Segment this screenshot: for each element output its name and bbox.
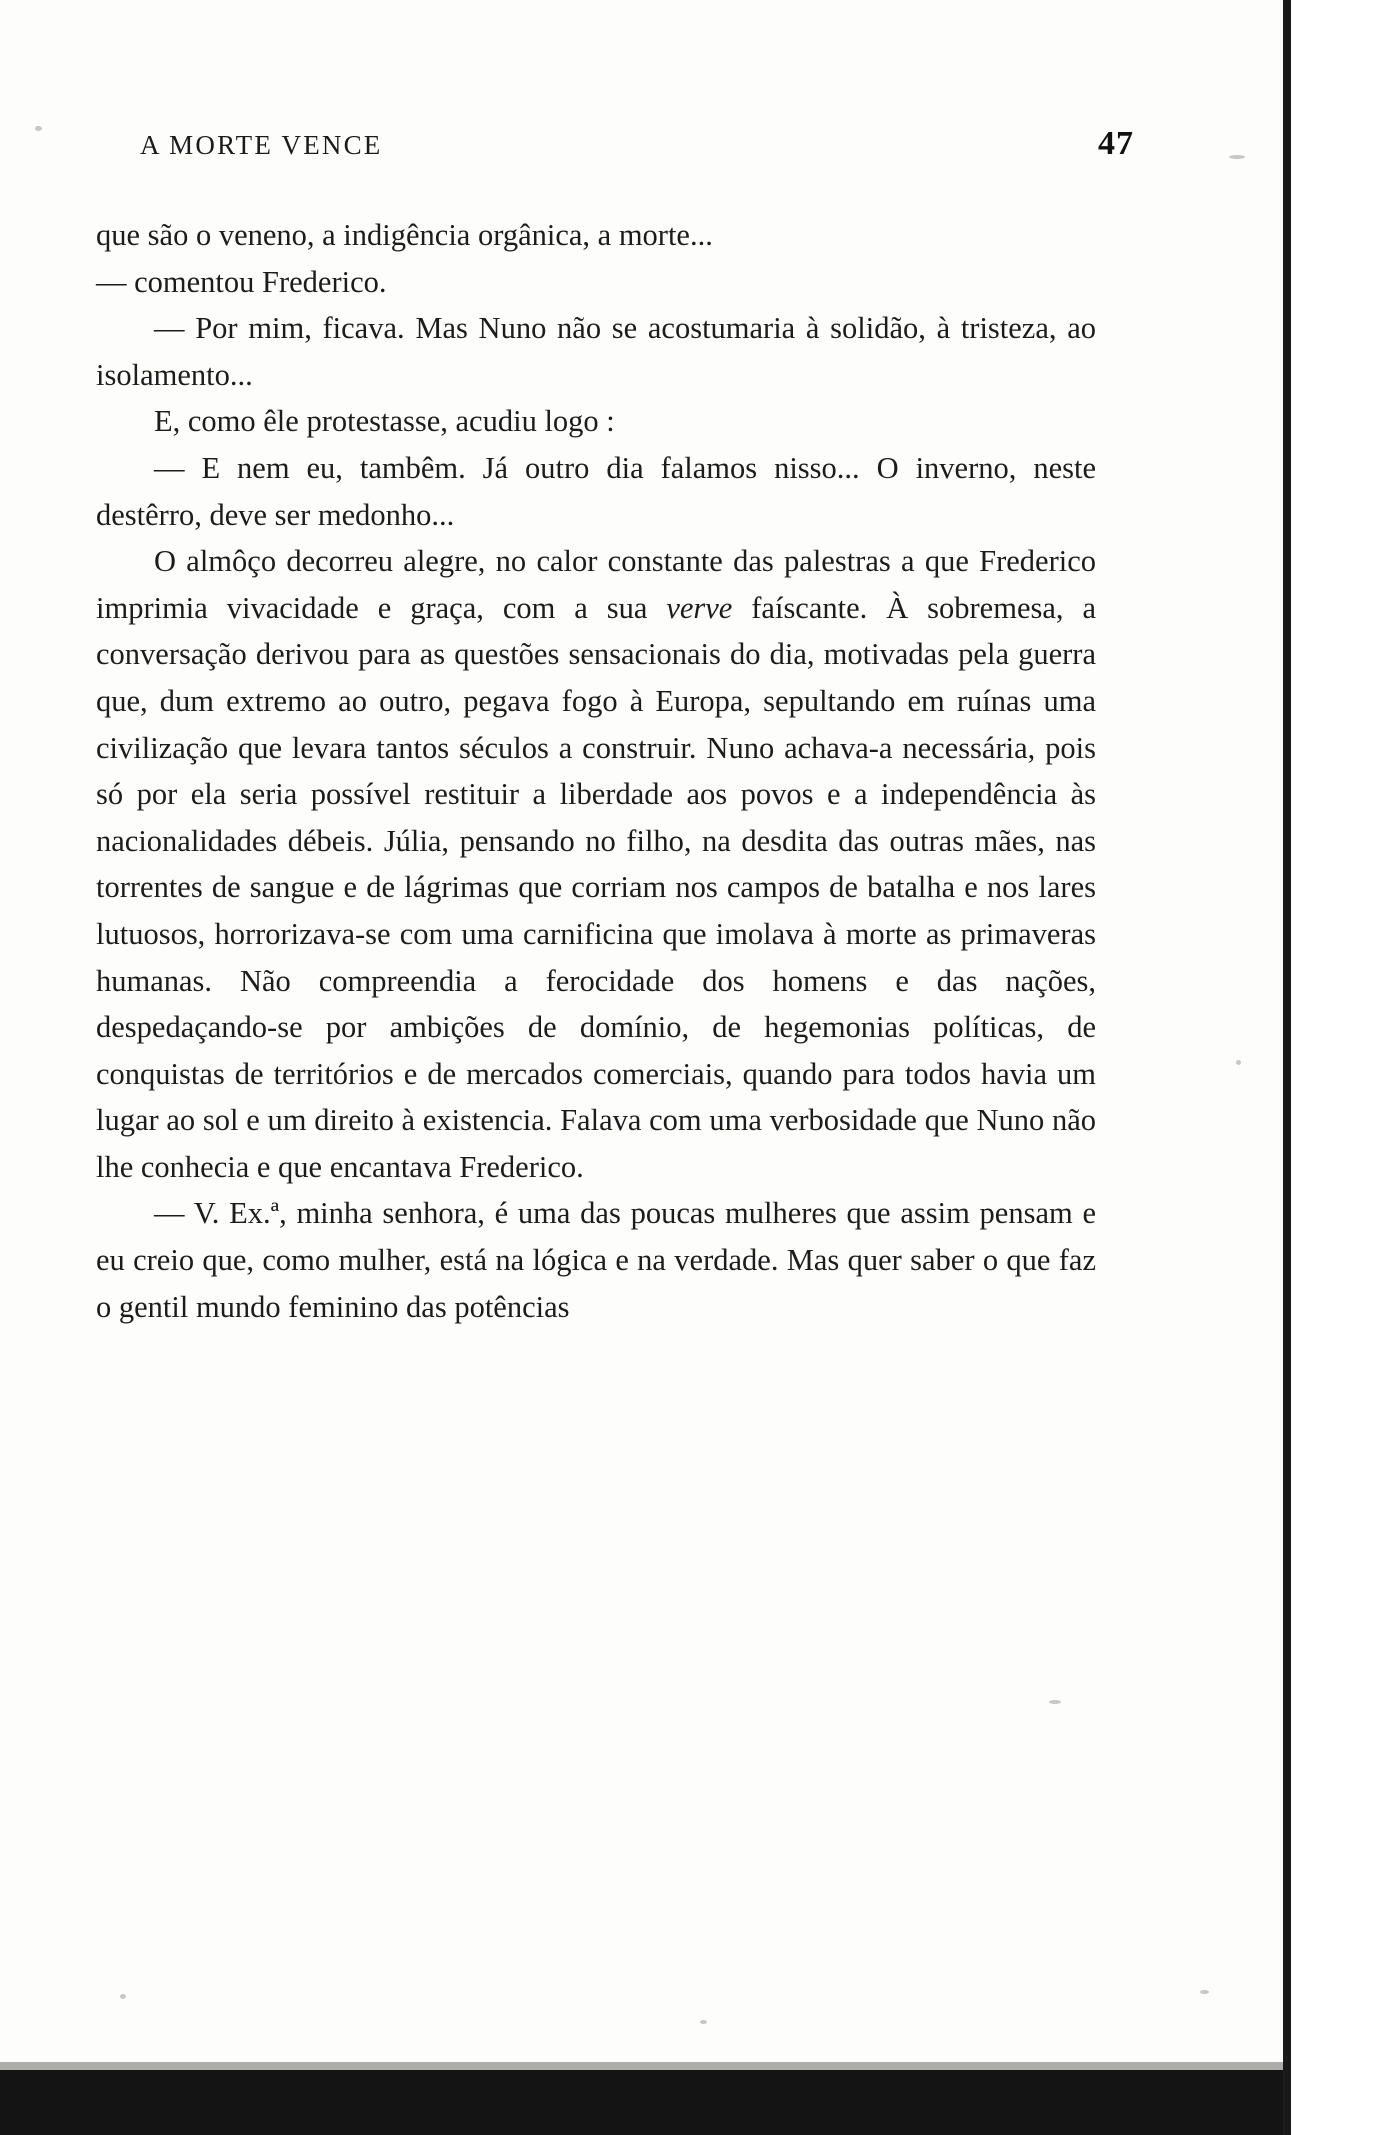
paragraph-1 xyxy=(96,212,1096,305)
paragraph-1-line-1: que são o veneno, a indigência orgânica, a morte... xyxy=(96,218,713,252)
paragraph-2: — Por mim, ficava. Mas Nuno não se acostumaria à solidão, à tristeza, ao isolamento... xyxy=(96,311,1096,392)
page-number: 47 xyxy=(1098,125,1134,162)
scan-speck xyxy=(120,1994,126,1999)
paragraph-5-part-a: O almôço decorreu alegre, no calor constante das palestras a que Frederico imprimia vivacidade e graça, com a sua xyxy=(96,544,1096,625)
paragraph-5-part-b: faíscante. À sobremesa, a conversação derivou para as questões sensacionais do dia, motivadas pela guerra que, dum extremo ao outro, pegava fogo à Europa, sepultando em ruínas uma civilização que levara tantos séculos a construir. Nuno achava-a necessária, pois só por ela seria possível restituir a liberdade aos povos e a independência às nacionalidades débeis. Júlia, pensando no filho, na desdita das outras mães, nas torrentes de sangue e de lágrimas que corriam nos campos de batalha e nos lares lutuosos, horrorizava-se com uma carnificina que imolava à morte as primaveras humanas. Não compreendia a ferocidade dos homens e das nações, despedaçando-se por ambições de domínio, de hegemonias políticas, de conquistas de territórios e de mercados comerciais, quando para todos havia um lugar ao sol e um direito à existencia. Falava com uma verbosidade que Nuno não lhe conhecia e que encantava Frederico. xyxy=(96,590,1096,1184)
emphasis-verve: verve xyxy=(666,590,733,625)
scan-speck xyxy=(1229,155,1245,159)
scan-bottom-edge xyxy=(0,2070,1291,2135)
scan-right-edge xyxy=(1283,0,1291,2135)
scan-right-margin xyxy=(1291,0,1374,2135)
page-header xyxy=(140,125,1140,163)
scan-speck xyxy=(1236,1060,1241,1065)
scan-speck xyxy=(35,126,42,131)
paragraph-1-line-2: — comentou Frederico. xyxy=(96,264,387,299)
scan-speck xyxy=(700,2020,707,2024)
paragraph-5 xyxy=(96,538,1096,1190)
paragraph-4: — E nem eu, tambêm. Já outro dia falamos nisso... O inverno, neste destêrro, deve ser medonho... xyxy=(96,450,1096,532)
paragraph-3: E, como êle protestasse, acudiu logo : xyxy=(154,404,615,439)
paragraph-6: — V. Ex.ª, minha senhora, é uma das poucas mulheres que assim pensam e eu creio que, como mulher, está na lógica e na verdade. Mas quer saber o que faz o gentil mundo feminino das potências xyxy=(96,1196,1096,1324)
running-head: A MORTE VENCE xyxy=(140,130,383,160)
scan-speck xyxy=(1200,1990,1209,1994)
body-text xyxy=(96,212,1096,1330)
scan-speck xyxy=(1049,1700,1061,1704)
